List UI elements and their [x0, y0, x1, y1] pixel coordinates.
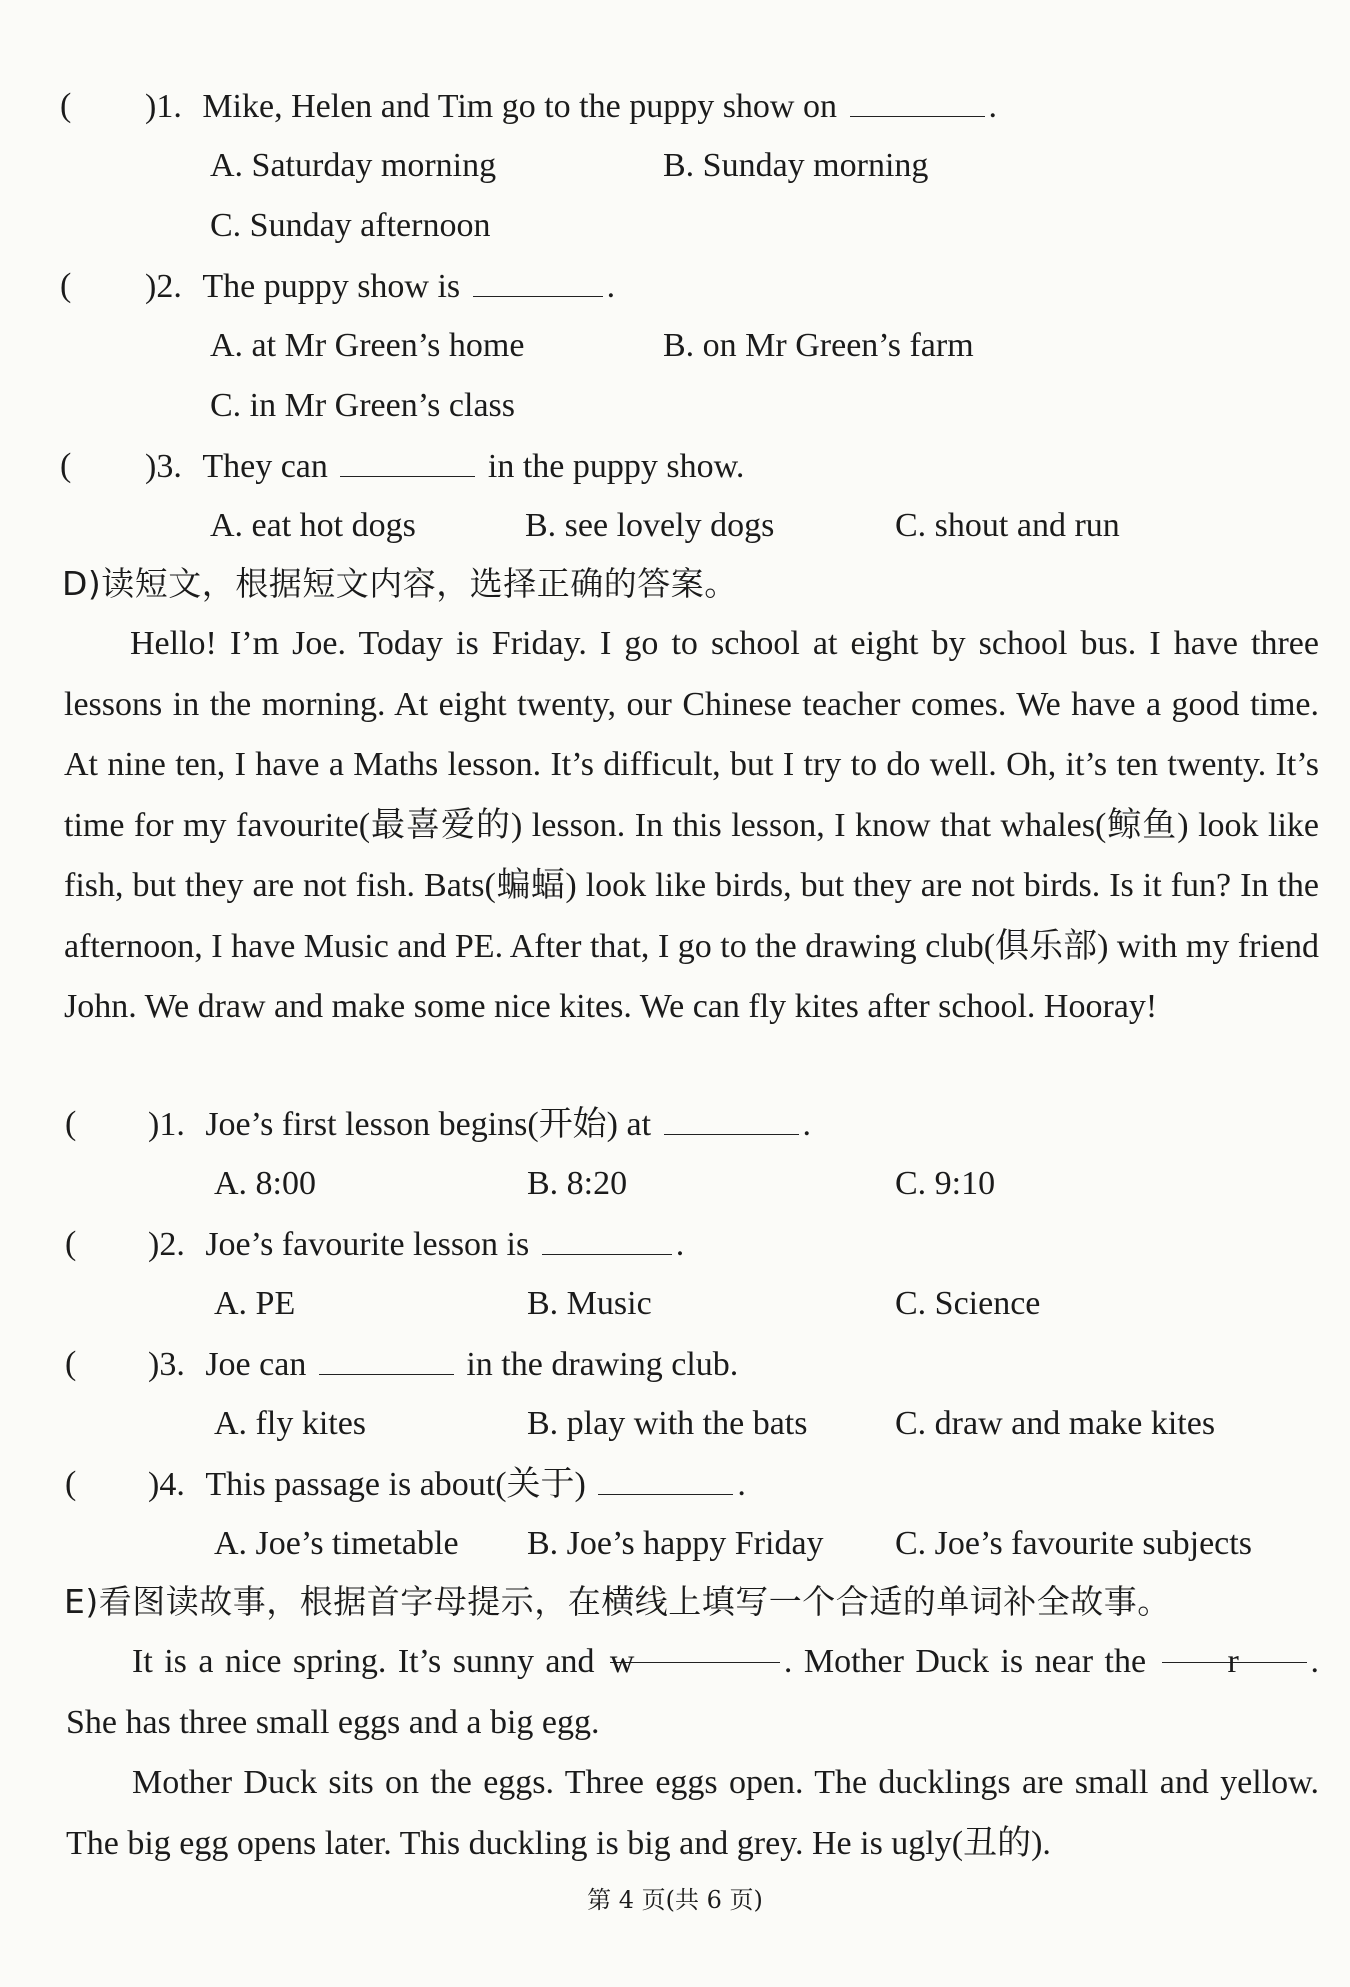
c-question-1: [145, 86, 997, 126]
answer-paren: (: [65, 1225, 77, 1262]
section-e-passage: [66, 1632, 1319, 1874]
question-stem: This passage is about(关于): [205, 1466, 586, 1503]
story-text: . Mother Duck is near the: [783, 1643, 1147, 1680]
question-number: )1.: [148, 1106, 185, 1143]
answer-blank[interactable]: [473, 266, 603, 297]
option-b: B. Music: [527, 1285, 652, 1322]
answer-paren: (: [60, 267, 72, 304]
answer-blank[interactable]: [598, 1464, 733, 1495]
answer-blank[interactable]: [319, 1344, 454, 1375]
option-a: A. at Mr Green’s home: [210, 327, 525, 364]
option-c: C. draw and make kites: [895, 1405, 1216, 1442]
question-number: )4.: [148, 1466, 185, 1503]
c-question-2: [145, 266, 615, 306]
answer-paren: (: [65, 1345, 77, 1382]
question-stem: Joe can: [205, 1346, 307, 1383]
option-b: B. see lovely dogs: [525, 507, 775, 544]
answer-blank[interactable]: [664, 1104, 799, 1135]
question-stem-end: .: [802, 1106, 812, 1143]
answer-paren: (: [65, 1105, 77, 1142]
hint-letter-w: w: [609, 1643, 635, 1680]
answer-blank[interactable]: [850, 86, 985, 117]
question-stem-end: in the drawing club.: [466, 1346, 739, 1383]
question-stem: Joe’s first lesson begins(开始) at: [205, 1106, 652, 1143]
question-number: )1.: [145, 88, 182, 125]
question-stem: Joe’s favourite lesson is: [205, 1226, 530, 1263]
option-b: B. play with the bats: [527, 1405, 808, 1442]
option-a: A. Joe’s timetable: [214, 1525, 459, 1562]
answer-blank[interactable]: [340, 446, 475, 477]
answer-blank[interactable]: [542, 1224, 672, 1255]
question-number: )2.: [145, 268, 182, 305]
passage-text: Hello! I’m Joe. Today is Friday. I go to school at eight by school bus. I have three lessons in the morning. At eight twenty, our Chinese teacher comes. We have a good time. At nine ten, I have a Maths lesson. It’s difficult, but I try to do well. Oh, it’s ten twenty. It’s time for my favourite(最喜爱的) lesson. In this lesson, I know that whales(鲸鱼) look like fish, but they are not fish. Bats(蝙蝠) look like birds, but they are not birds. Is it fun? In the afternoon, I have Music and PE. After that, I go to the drawing club(俱乐部) with my friend John. We draw and make some nice kites. We can fly kites after school. Hooray!: [64, 625, 1319, 1025]
fill-blank-r[interactable]: [1162, 1632, 1307, 1680]
section-e-heading: E)看图读故事，根据首字母提示，在横线上填写一个合适的单词补全故事。: [64, 1582, 1171, 1621]
option-a: A. eat hot dogs: [210, 507, 416, 544]
option-b: B. Joe’s happy Friday: [527, 1525, 824, 1562]
c-question-3: [145, 446, 744, 486]
question-stem-end: in the puppy show.: [487, 448, 745, 485]
option-b: B. Sunday morning: [663, 147, 929, 184]
option-a: A. fly kites: [214, 1405, 367, 1442]
question-stem-end: .: [675, 1226, 685, 1263]
answer-paren: (: [65, 1465, 77, 1502]
story-text: It is a nice spring. It’s sunny and: [132, 1643, 595, 1680]
option-a: A. 8:00: [214, 1165, 316, 1202]
option-c: C. 9:10: [895, 1165, 996, 1202]
question-number: )2.: [148, 1226, 185, 1263]
story-paragraph-2: Mother Duck sits on the eggs. Three eggs open. The ducklings are small and yellow. The big egg opens later. This duckling is big and grey. He is ugly(丑的).: [66, 1764, 1319, 1862]
d-question-1: [148, 1104, 811, 1144]
question-stem-end: .: [606, 268, 616, 305]
story-paragraph-1: [66, 1632, 1319, 1753]
d-question-3: [148, 1344, 738, 1384]
d-question-4: [148, 1464, 746, 1504]
question-stem: Mike, Helen and Tim go to the puppy show on: [202, 88, 837, 125]
question-stem-end: .: [737, 1466, 746, 1503]
question-stem-end: .: [988, 88, 997, 125]
page-footer: 第 4 页(共 6 页): [587, 1886, 763, 1914]
hint-letter-r: r: [1227, 1643, 1239, 1680]
question-stem: The puppy show is: [202, 268, 461, 305]
question-number: )3.: [145, 448, 182, 485]
option-c: C. Science: [895, 1285, 1041, 1322]
option-c: C. Sunday afternoon: [210, 207, 491, 244]
story-text: . She has three small eggs and a big egg.: [66, 1643, 1319, 1741]
option-a: A. Saturday morning: [210, 147, 497, 184]
answer-paren: (: [60, 447, 72, 484]
option-c: C. Joe’s favourite subjects: [895, 1525, 1252, 1562]
question-number: )3.: [148, 1346, 185, 1383]
option-c: C. in Mr Green’s class: [210, 387, 516, 424]
section-d-passage: [64, 614, 1319, 1038]
option-a: A. PE: [214, 1285, 296, 1322]
answer-paren: (: [60, 87, 72, 124]
option-b: B. 8:20: [527, 1165, 628, 1202]
option-c: C. shout and run: [895, 507, 1120, 544]
d-question-2: [148, 1224, 684, 1264]
option-b: B. on Mr Green’s farm: [663, 327, 974, 364]
fill-blank-w[interactable]: [609, 1632, 780, 1680]
question-stem: They can: [202, 448, 328, 485]
section-d-heading: D)读短文，根据短文内容，选择正确的答案。: [62, 564, 738, 603]
